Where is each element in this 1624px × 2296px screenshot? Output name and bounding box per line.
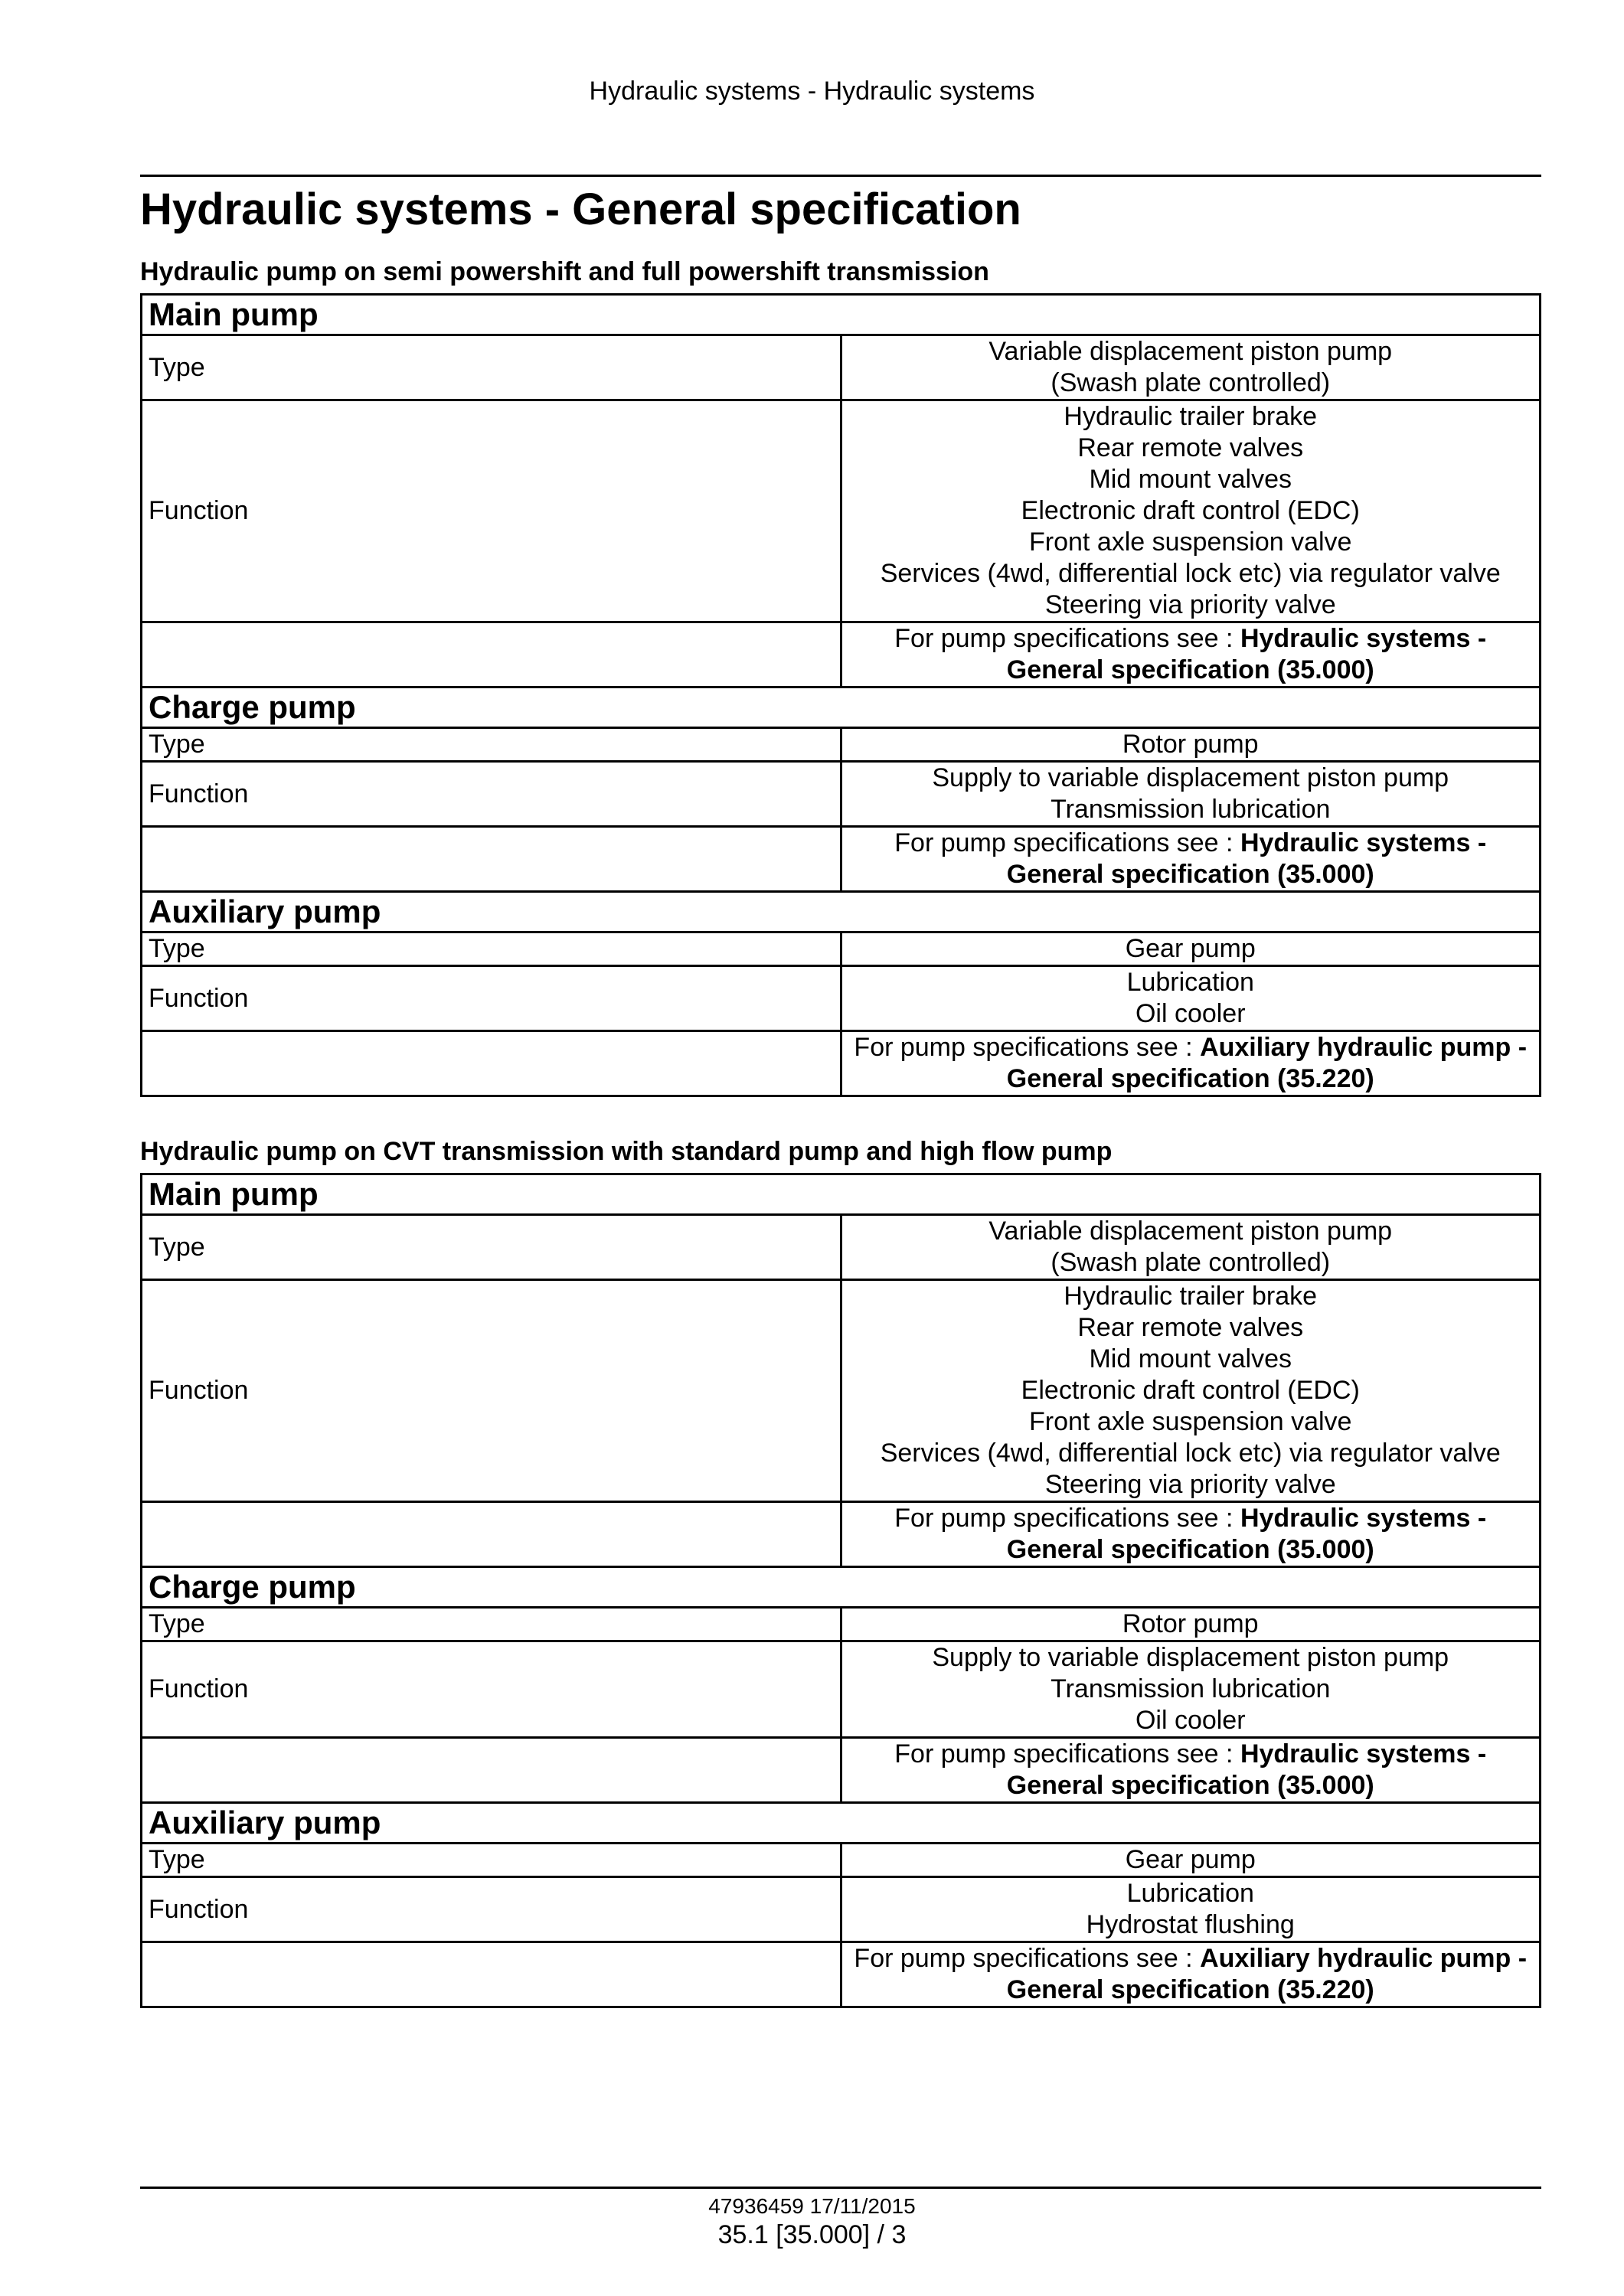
function-line: Transmission lubrication	[1051, 795, 1331, 824]
pump-group-row	[142, 1803, 1541, 1844]
pump-group-row	[142, 295, 1541, 335]
function-line: Transmission lubrication	[1051, 1674, 1331, 1703]
type-value	[841, 1215, 1541, 1280]
reference-row	[142, 1031, 1541, 1096]
reference-prefix: For pump specifications see :	[894, 1504, 1234, 1533]
section-heading-1: Hydraulic pump on semi powershift and full powershift transmission	[140, 257, 989, 286]
pump-group-name: Charge pump	[142, 687, 1541, 728]
function-row	[142, 400, 1541, 622]
reference-cell	[841, 1738, 1541, 1803]
header-divider	[140, 175, 1541, 177]
function-line: Mid mount valves	[1089, 1344, 1292, 1373]
reference-row	[142, 1942, 1541, 2007]
reference-empty-cell	[142, 1031, 841, 1096]
pump-group-name: Auxiliary pump	[142, 892, 1541, 932]
function-line: Services (4wd, differential lock etc) via regulator valve	[880, 1439, 1501, 1468]
function-value	[841, 400, 1541, 622]
function-label: Function	[142, 1877, 841, 1942]
reference-row	[142, 1738, 1541, 1803]
type-line: Gear pump	[1125, 1845, 1256, 1874]
reference-prefix: For pump specifications see :	[854, 1944, 1193, 1973]
type-label: Type	[142, 335, 841, 400]
function-row	[142, 1280, 1541, 1502]
document-id: 47936459 17/11/2015	[708, 2194, 916, 2218]
reference-empty-cell	[142, 1942, 841, 2007]
reference-link[interactable]: Hydraulic systems - General specification (35.000)	[1006, 828, 1487, 889]
function-label: Function	[142, 966, 841, 1031]
reference-link[interactable]: Auxiliary hydraulic pump - General specification (35.220)	[1006, 1944, 1528, 2004]
type-row	[142, 335, 1541, 400]
page-reference: 35.1 [35.000] / 3	[717, 2220, 907, 2249]
function-line: Lubrication	[1126, 1879, 1254, 1908]
type-line: Variable displacement piston pump	[988, 337, 1393, 366]
reference-link[interactable]: Auxiliary hydraulic pump - General specification (35.220)	[1006, 1033, 1528, 1093]
pump-group-name: Main pump	[142, 295, 1541, 335]
section-heading-2: Hydraulic pump on CVT transmission with standard pump and high flow pump	[140, 1137, 1113, 1166]
type-label: Type	[142, 1608, 841, 1641]
pump-group-row	[142, 1567, 1541, 1608]
reference-empty-cell	[142, 1738, 841, 1803]
type-label: Type	[142, 1215, 841, 1280]
type-label: Type	[142, 932, 841, 966]
type-row	[142, 1215, 1541, 1280]
reference-empty-cell	[142, 622, 841, 687]
reference-link[interactable]: Hydraulic systems - General specification (35.000)	[1006, 1504, 1487, 1564]
type-row	[142, 1608, 1541, 1641]
type-row	[142, 932, 1541, 966]
pump-group-name: Auxiliary pump	[142, 1803, 1541, 1844]
function-value	[841, 762, 1541, 827]
type-line: Rotor pump	[1122, 1609, 1259, 1638]
function-line: Supply to variable displacement piston pump	[932, 763, 1449, 792]
reference-empty-cell	[142, 1502, 841, 1567]
function-row	[142, 762, 1541, 827]
reference-link[interactable]: Hydraulic systems - General specification (35.000)	[1006, 624, 1487, 684]
type-value	[841, 1844, 1541, 1877]
function-line: Services (4wd, differential lock etc) via regulator valve	[880, 559, 1501, 588]
pump-group-row	[142, 892, 1541, 932]
reference-row	[142, 1502, 1541, 1567]
function-line: Front axle suspension valve	[1029, 1407, 1352, 1436]
reference-prefix: For pump specifications see :	[894, 828, 1234, 857]
function-line: Front axle suspension valve	[1029, 527, 1352, 557]
function-line: Rear remote valves	[1077, 433, 1304, 462]
function-row	[142, 966, 1541, 1031]
spec-table-1	[140, 293, 1541, 1097]
function-line: Hydraulic trailer brake	[1064, 402, 1318, 431]
reference-cell	[841, 1031, 1541, 1096]
type-value	[841, 1608, 1541, 1641]
function-value	[841, 966, 1541, 1031]
reference-row	[142, 827, 1541, 892]
running-header: Hydraulic systems - Hydraulic systems	[589, 77, 1035, 106]
reference-link[interactable]: Hydraulic systems - General specification (35.000)	[1006, 1739, 1487, 1800]
function-line: Steering via priority valve	[1044, 1470, 1336, 1499]
function-row	[142, 1877, 1541, 1942]
type-row	[142, 1844, 1541, 1877]
function-line: Oil cooler	[1135, 1706, 1246, 1735]
type-line: Rotor pump	[1122, 730, 1259, 759]
reference-empty-cell	[142, 827, 841, 892]
reference-prefix: For pump specifications see :	[894, 624, 1234, 653]
function-line: Electronic draft control (EDC)	[1021, 496, 1360, 525]
function-line: Hydrostat flushing	[1086, 1910, 1295, 1939]
reference-cell	[841, 622, 1541, 687]
type-line: (Swash plate controlled)	[1051, 1248, 1331, 1277]
function-line: Hydraulic trailer brake	[1064, 1282, 1318, 1311]
reference-cell	[841, 1502, 1541, 1567]
pump-group-name: Main pump	[142, 1174, 1541, 1215]
function-value	[841, 1877, 1541, 1942]
function-value	[841, 1280, 1541, 1502]
type-line: Variable displacement piston pump	[988, 1217, 1393, 1246]
function-line: Mid mount valves	[1089, 465, 1292, 494]
function-value	[841, 1641, 1541, 1738]
type-label: Type	[142, 1844, 841, 1877]
footer-divider	[140, 2187, 1541, 2189]
function-line: Lubrication	[1126, 968, 1254, 997]
function-label: Function	[142, 762, 841, 827]
function-label: Function	[142, 1641, 841, 1738]
function-line: Electronic draft control (EDC)	[1021, 1376, 1360, 1405]
function-line: Supply to variable displacement piston pump	[932, 1643, 1449, 1672]
type-value	[841, 335, 1541, 400]
type-row	[142, 728, 1541, 762]
function-line: Steering via priority valve	[1044, 590, 1336, 619]
type-label: Type	[142, 728, 841, 762]
function-label: Function	[142, 1280, 841, 1502]
function-label: Function	[142, 400, 841, 622]
type-line: Gear pump	[1125, 934, 1256, 963]
type-line: (Swash plate controlled)	[1051, 368, 1331, 397]
function-line: Oil cooler	[1135, 999, 1246, 1028]
reference-prefix: For pump specifications see :	[854, 1033, 1193, 1062]
reference-row	[142, 622, 1541, 687]
reference-cell	[841, 1942, 1541, 2007]
spec-table-2	[140, 1173, 1541, 2008]
type-value	[841, 728, 1541, 762]
page-title: Hydraulic systems - General specification	[140, 185, 1021, 234]
reference-prefix: For pump specifications see :	[894, 1739, 1234, 1769]
type-value	[841, 932, 1541, 966]
pump-group-row	[142, 1174, 1541, 1215]
pump-group-row	[142, 687, 1541, 728]
pump-group-name: Charge pump	[142, 1567, 1541, 1608]
function-line: Rear remote valves	[1077, 1313, 1304, 1342]
reference-cell	[841, 827, 1541, 892]
function-row	[142, 1641, 1541, 1738]
